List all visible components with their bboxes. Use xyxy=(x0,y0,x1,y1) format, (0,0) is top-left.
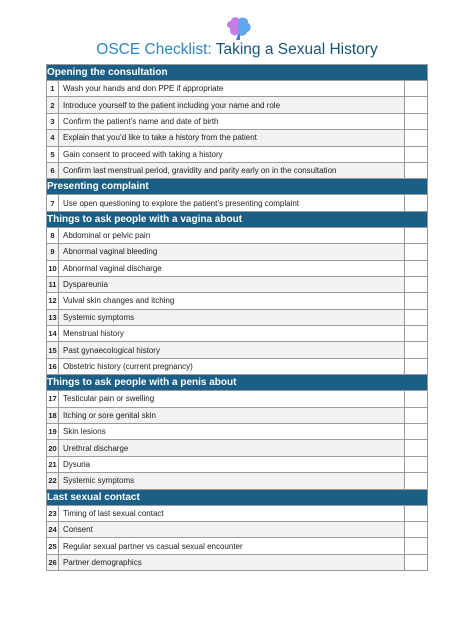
checkbox-cell[interactable] xyxy=(405,293,428,309)
checklist-row xyxy=(47,293,428,309)
item-text: Urethral discharge xyxy=(59,440,405,456)
item-text: Regular sexual partner vs casual sexual encounter xyxy=(59,538,405,554)
section-header xyxy=(47,375,428,391)
item-text: Obstetric history (current pregnancy) xyxy=(59,358,405,374)
item-text: Gain consent to proceed with taking a history xyxy=(59,146,405,162)
checklist-row xyxy=(47,407,428,423)
checkbox-cell[interactable] xyxy=(405,505,428,521)
item-number: 12 xyxy=(47,293,59,309)
checkbox-cell[interactable] xyxy=(405,326,428,342)
item-number: 22 xyxy=(47,473,59,489)
checklist-row xyxy=(47,81,428,97)
checkbox-cell[interactable] xyxy=(405,424,428,440)
item-number: 9 xyxy=(47,244,59,260)
item-number: 20 xyxy=(47,440,59,456)
checklist-row xyxy=(47,473,428,489)
checklist-row xyxy=(47,342,428,358)
checkbox-cell[interactable] xyxy=(405,440,428,456)
checklist-row xyxy=(47,260,428,276)
checklist-row xyxy=(47,554,428,570)
item-text: Wash your hands and don PPE if appropriate xyxy=(59,81,405,97)
item-text: Confirm the patient’s name and date of birth xyxy=(59,113,405,129)
section-title: Things to ask people with a penis about xyxy=(47,375,428,391)
item-number: 2 xyxy=(47,97,59,113)
checklist-row xyxy=(47,424,428,440)
checkbox-cell[interactable] xyxy=(405,538,428,554)
checkbox-cell[interactable] xyxy=(405,276,428,292)
checklist-row xyxy=(47,538,428,554)
checkbox-cell[interactable] xyxy=(405,113,428,129)
checklist-row xyxy=(47,97,428,113)
item-number: 16 xyxy=(47,358,59,374)
title-main: Taking a Sexual History xyxy=(215,41,378,58)
item-text: Itching or sore genital skin xyxy=(59,407,405,423)
checklist-row xyxy=(47,391,428,407)
checkbox-cell[interactable] xyxy=(405,309,428,325)
section-header xyxy=(47,489,428,505)
item-number: 25 xyxy=(47,538,59,554)
item-text: Menstrual history xyxy=(59,326,405,342)
item-text: Past gynaecological history xyxy=(59,342,405,358)
item-number: 18 xyxy=(47,407,59,423)
checklist-row xyxy=(47,521,428,537)
checklist-row xyxy=(47,326,428,342)
page-title xyxy=(0,41,474,59)
item-number: 3 xyxy=(47,113,59,129)
checklist-row xyxy=(47,244,428,260)
checkbox-cell[interactable] xyxy=(405,244,428,260)
checklist-row xyxy=(47,130,428,146)
checklist-row xyxy=(47,195,428,211)
checkbox-cell[interactable] xyxy=(405,130,428,146)
item-text: Partner demographics xyxy=(59,554,405,570)
checklist-row xyxy=(47,227,428,243)
checkbox-cell[interactable] xyxy=(405,227,428,243)
item-text: Systemic symptoms xyxy=(59,309,405,325)
item-text: Systemic symptoms xyxy=(59,473,405,489)
checklist-row xyxy=(47,440,428,456)
checklist-table xyxy=(46,64,428,571)
checkbox-cell[interactable] xyxy=(405,260,428,276)
checkbox-cell[interactable] xyxy=(405,521,428,537)
item-text: Use open questioning to explore the patient’s presenting complaint xyxy=(59,195,405,211)
item-number: 8 xyxy=(47,227,59,243)
item-number: 15 xyxy=(47,342,59,358)
checkbox-cell[interactable] xyxy=(405,146,428,162)
item-text: Skin lesions xyxy=(59,424,405,440)
item-text: Abdominal or pelvic pain xyxy=(59,227,405,243)
checkbox-cell[interactable] xyxy=(405,81,428,97)
brain-logo-icon xyxy=(224,15,252,41)
section-title: Last sexual contact xyxy=(47,489,428,505)
checklist-row xyxy=(47,358,428,374)
checkbox-cell[interactable] xyxy=(405,97,428,113)
item-number: 26 xyxy=(47,554,59,570)
checkbox-cell[interactable] xyxy=(405,473,428,489)
section-header xyxy=(47,211,428,227)
checkbox-cell[interactable] xyxy=(405,407,428,423)
item-text: Introduce yourself to the patient including your name and role xyxy=(59,97,405,113)
item-text: Consent xyxy=(59,521,405,537)
item-number: 14 xyxy=(47,326,59,342)
section-header xyxy=(47,65,428,81)
checkbox-cell[interactable] xyxy=(405,391,428,407)
item-text: Timing of last sexual contact xyxy=(59,505,405,521)
item-number: 19 xyxy=(47,424,59,440)
checklist-row xyxy=(47,162,428,178)
checklist-row xyxy=(47,505,428,521)
item-text: Dysuria xyxy=(59,456,405,472)
checklist-row xyxy=(47,276,428,292)
item-text: Dyspareunia xyxy=(59,276,405,292)
section-title: Opening the consultation xyxy=(47,65,428,81)
checklist-row xyxy=(47,456,428,472)
checkbox-cell[interactable] xyxy=(405,358,428,374)
item-number: 4 xyxy=(47,130,59,146)
checklist-row xyxy=(47,113,428,129)
checkbox-cell[interactable] xyxy=(405,195,428,211)
item-number: 24 xyxy=(47,521,59,537)
item-text: Abnormal vaginal bleeding xyxy=(59,244,405,260)
item-number: 23 xyxy=(47,505,59,521)
item-text: Testicular pain or swelling xyxy=(59,391,405,407)
checkbox-cell[interactable] xyxy=(405,162,428,178)
section-header xyxy=(47,179,428,195)
item-number: 21 xyxy=(47,456,59,472)
item-text: Abnormal vaginal discharge xyxy=(59,260,405,276)
section-title: Presenting complaint xyxy=(47,179,428,195)
checklist-row xyxy=(47,309,428,325)
checklist-row xyxy=(47,146,428,162)
title-prefix: OSCE Checklist: xyxy=(96,41,212,58)
checkbox-cell[interactable] xyxy=(405,456,428,472)
item-number: 11 xyxy=(47,276,59,292)
checkbox-cell[interactable] xyxy=(405,342,428,358)
item-text: Confirm last menstrual period, gravidity and parity early on in the consultation xyxy=(59,162,405,178)
item-text: Vulval skin changes and itching xyxy=(59,293,405,309)
item-number: 10 xyxy=(47,260,59,276)
item-text: Explain that you’d like to take a history from the patient xyxy=(59,130,405,146)
item-number: 7 xyxy=(47,195,59,211)
item-number: 17 xyxy=(47,391,59,407)
item-number: 6 xyxy=(47,162,59,178)
item-number: 13 xyxy=(47,309,59,325)
checkbox-cell[interactable] xyxy=(405,554,428,570)
section-title: Things to ask people with a vagina about xyxy=(47,211,428,227)
item-number: 1 xyxy=(47,81,59,97)
item-number: 5 xyxy=(47,146,59,162)
